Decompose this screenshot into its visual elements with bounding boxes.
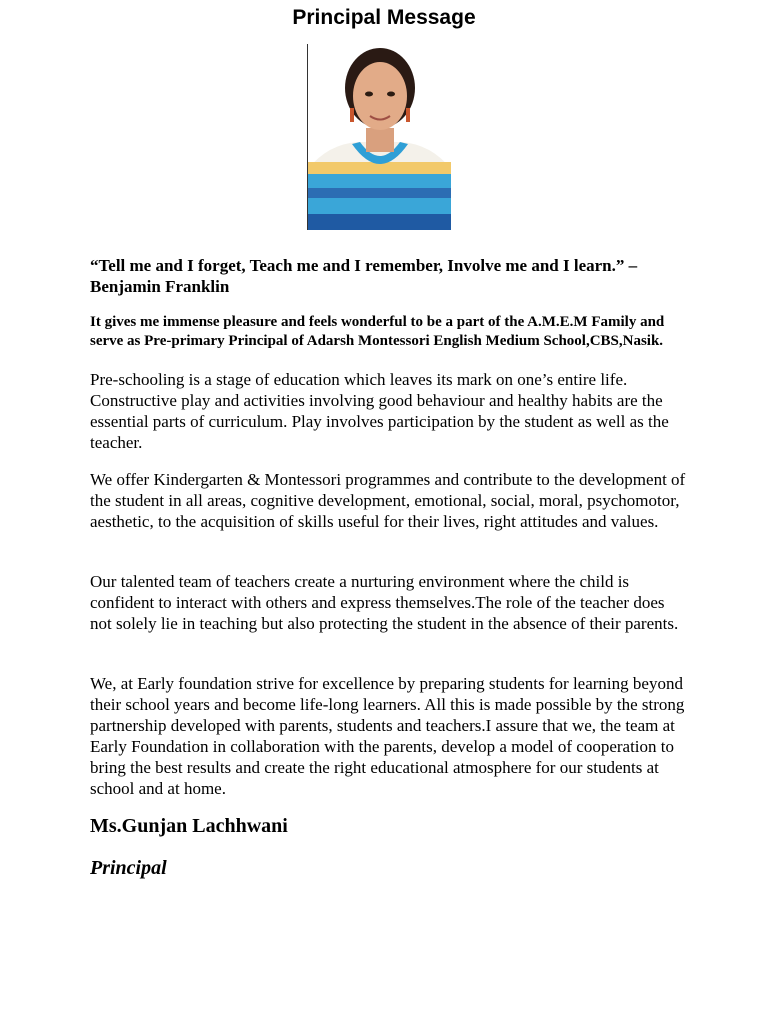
principal-photo	[307, 44, 451, 230]
quote-text: “Tell me and I forget, Teach me and I remember, Involve me and I learn.” – Benjamin Franklin	[90, 256, 638, 296]
paragraph-2: We offer Kindergarten & Montessori programmes and contribute to the development of the student in all areas, cognitive development, emotional, social, moral, psychomotor, aesthetic, to the acquisition of skills useful for their lives, right attitudes and values.	[90, 470, 686, 531]
signature-name: Ms.Gunjan Lachhwani	[90, 815, 288, 837]
paragraph-3: Our talented team of teachers create a nurturing environment where the child is confident to interact with others and express themselves.The role of the teacher does not solely lie in teaching but also protecting the student in the absence of their parents.	[90, 572, 679, 633]
paragraph-4: We, at Early foundation strive for excellence by preparing students for learning beyond their school years and become life-long learners. All this is made possible by the strong partnership developed with parents, students and teachers.I assure that we, the team at Early Foundation in collaboration with the parents, develop a model of cooperation to bring the best results and create the right educational atmosphere for our students at school and at home.	[90, 674, 685, 798]
paragraph-1: Pre-schooling is a stage of education which leaves its mark on one’s entire life. Constructive play and activities involving good behaviour and healthy habits are the essential parts of curriculum. Play involves participation by the student as well as the teacher.	[90, 370, 669, 452]
page-title: Principal Message	[292, 6, 476, 29]
signature-role: Principal	[90, 857, 167, 879]
intro-text: It gives me immense pleasure and feels wonderful to be a part of the A.M.E.M Family and serve as Pre-primary Principal of Adarsh Montessori English Medium School,CBS,Nasik.	[90, 314, 665, 349]
